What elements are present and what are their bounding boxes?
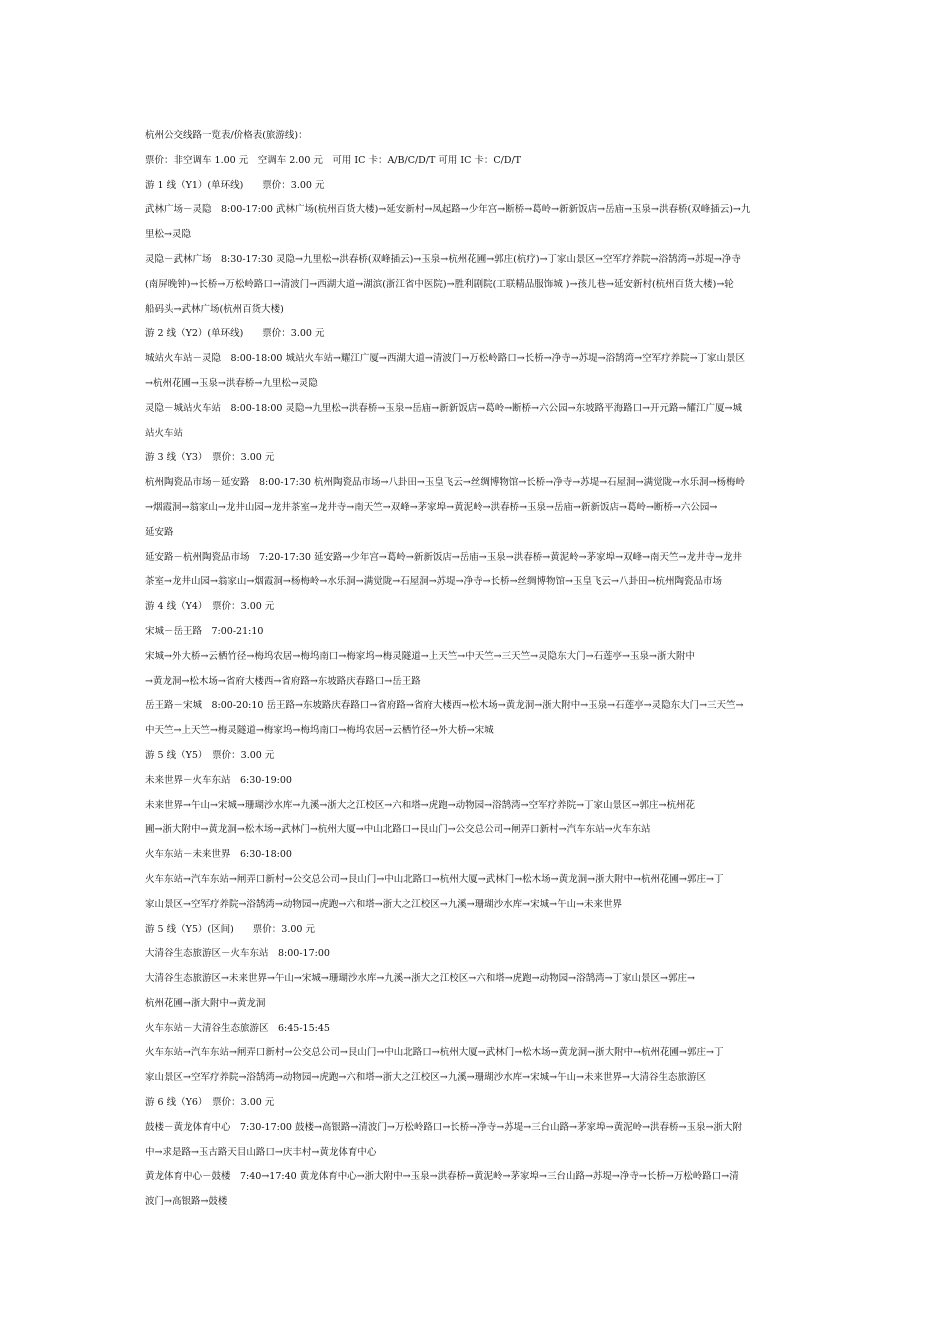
text-line: 游 5 线（Y5） 票价：3.00 元	[145, 749, 275, 761]
text-line: 圃→浙大附中→黄龙洞→松木场→武林门→杭州大厦→中山北路口→艮山门→公交总公司→闸弄口新村→汽车东站→火车东站	[145, 824, 651, 836]
text-line: 波门→高银路→鼓楼	[145, 1196, 228, 1208]
text-line: 杭州陶瓷品市场－延安路 8:00-17:30 杭州陶瓷品市场→八卦田→玉皇飞云→丝绸博物馆→长桥→净寺→苏堤→石屋洞→满觉陇→水乐洞→杨梅岭	[145, 477, 746, 489]
text-line: 中→求是路→玉古路天目山路口→庆丰村→黄龙体育中心	[145, 1146, 377, 1158]
text-line: 游 5 线（Y5）(区间) 票价：3.00 元	[145, 923, 315, 935]
text-line: 大清谷生态旅游区－火车东站 8:00-17:00	[145, 948, 330, 960]
text-line: 家山景区→空军疗养院→浴鹄湾→动物园→虎跑→六和塔→浙大之江校区→九溪→珊瑚沙水库→宋城→午山→未来世界	[145, 898, 623, 910]
text-line: 火车东站→汽车东站→闸弄口新村→公交总公司→艮山门→中山北路口→杭州大厦→武林门→松木场→黄龙洞→浙大附中→杭州花圃→郭庄→丁	[145, 873, 724, 885]
text-line: 茶室→龙井山园→翁家山→烟霞洞→杨梅岭→水乐洞→满觉陇→石屋洞→苏堤→净寺→长桥→丝绸博物馆→玉皇飞云→八卦田→杭州陶瓷品市场	[145, 576, 722, 588]
text-line: 票价：非空调车 1.00 元 空调车 2.00 元 可用 IC 卡：A/B/C/D/T 可用 IC 卡：C/D/T	[145, 154, 522, 166]
text-line: 灵隐－城站火车站 8:00-18:00 灵隐→九里松→洪春桥→玉泉→岳庙→新新饭店→葛岭→断桥→六公园→东坡路平海路口→开元路→耀江广厦→城	[145, 402, 742, 414]
text-line: 鼓楼－黄龙体育中心 7:30-17:00 鼓楼→高银路→清波门→万松岭路口→长桥→净寺→苏堤→三台山路→茅家埠→黄泥岭→洪春桥→玉泉→浙大附	[145, 1121, 742, 1133]
text-line: 杭州花圃→浙大附中→黄龙洞	[145, 997, 266, 1009]
text-line: 宋城→外大桥→云栖竹径→梅坞农居→梅坞南口→梅家坞→梅灵隧道→上天竺→中天竺→三天竺→灵隐东大门→石莲亭→玉泉→浙大附中	[145, 650, 695, 662]
text-line: 岳王路－宋城 8:00-20:10 岳王路→东坡路庆春路口→省府路→省府大楼西→松木场→黄龙洞→浙大附中→玉泉→石莲亭→灵隐东大门→三天竺→	[145, 700, 744, 712]
text-line: 火车东站－未来世界 6:30-18:00	[145, 849, 292, 861]
text-line: 游 3 线（Y3） 票价：3.00 元	[145, 452, 275, 464]
text-line: 未来世界→午山→宋城→珊瑚沙水库→九溪→浙大之江校区→六和塔→虎跑→动物园→浴鹄湾→空军疗养院→丁家山景区→郭庄→杭州花	[145, 799, 695, 811]
text-line: 站火车站	[145, 427, 184, 439]
text-line: 城站火车站－灵隐 8:00-18:00 城站火车站→耀江广厦→西湖大道→清波门→万松岭路口→长桥→净寺→苏堤→浴鹄湾→空军疗养院→丁家山景区	[145, 353, 746, 365]
text-line: 家山景区→空军疗养院→浴鹄湾→动物园→虎跑→六和塔→浙大之江校区→九溪→珊瑚沙水库→宋城→午山→未来世界→大清谷生态旅游区	[145, 1072, 707, 1084]
text-line: 里松→灵隐	[145, 229, 191, 241]
text-line: 大清谷生态旅游区→未来世界→午山→宋城→珊瑚沙水库→九溪→浙大之江校区→六和塔→虎跑→动物园→浴鹄湾→丁家山景区→郭庄→	[145, 973, 695, 985]
text-line: 中天竺→上天竺→梅灵隧道→梅家坞→梅坞南口→梅坞农居→云栖竹径→外大桥→宋城	[145, 725, 494, 737]
text-line: 延安路	[145, 526, 174, 538]
text-line: 游 4 线（Y4） 票价：3.00 元	[145, 601, 275, 613]
text-line: 游 2 线（Y2）(单环线) 票价：3.00 元	[145, 328, 325, 340]
text-line: 黄龙体育中心－鼓楼 7:40→17:40 黄龙体育中心→浙大附中→玉泉→洪春桥→黄泥岭→茅家埠→三台山路→苏堤→净寺→长桥→万松岭路口→清	[145, 1171, 739, 1183]
text-line: 游 1 线（Y1）(单环线) 票价：3.00 元	[145, 179, 325, 191]
text-line: 船码头→武林广场(杭州百货大楼)	[145, 303, 284, 315]
text-line: 未来世界－火车东站 6:30-19:00	[145, 774, 292, 786]
text-line: 火车东站→汽车东站→闸弄口新村→公交总公司→艮山门→中山北路口→杭州大厦→武林门→松木场→黄龙洞→浙大附中→杭州花圃→郭庄→丁	[145, 1047, 724, 1059]
text-line: (南屏晚钟)→长桥→万松岭路口→清波门→西湖大道→湖滨(浙江省中医院)→胜利剧院(工联精品服饰城 )→孩儿巷→延安新村(杭州百货大楼)→轮	[145, 278, 734, 290]
text-line: 武林广场－灵隐 8:00-17:00 武林广场(杭州百货大楼)→延安新村→凤起路→少年宫→断桥→葛岭→新新饭店→岳庙→玉泉→洪春桥(双峰插云)→九	[145, 204, 751, 216]
text-line: 宋城－岳王路 7:00-21:10	[145, 625, 264, 637]
text-line: 游 6 线（Y6） 票价：3.00 元	[145, 1097, 275, 1109]
text-line: →黄龙洞→松木场→省府大楼西→省府路→东坡路庆春路口→岳王路	[145, 675, 421, 687]
text-line: 延安路－杭州陶瓷品市场 7:20-17:30 延安路→少年宫→葛岭→新新饭店→岳庙→玉泉→洪春桥→黄泥岭→茅家埠→双峰→南天竺→龙井寺→龙井	[145, 551, 742, 563]
text-line: 火车东站－大清谷生态旅游区 6:45-15:45	[145, 1022, 330, 1034]
document-page	[145, 124, 813, 1215]
text-line: 灵隐－武林广场 8:30-17:30 灵隐→九里松→洪春桥(双峰插云)→玉泉→杭州花圃→郭庄(杭疗)→丁家山景区→空军疗养院→浴鹄湾→苏堤→净寺	[145, 253, 741, 265]
document-body	[145, 124, 813, 1215]
text-line: →杭州花圃→玉泉→洪春桥→九里松→灵隐	[145, 377, 318, 389]
text-line: 杭州公交线路一览表/价格表(旅游线)：	[145, 130, 308, 141]
text-line: →烟霞洞→翁家山→龙井山园→龙井茶室→龙井寺→南天竺→双峰→茅家埠→黄泥岭→洪春桥→玉泉→岳庙→新新饭店→葛岭→断桥→六公园→	[145, 501, 718, 513]
